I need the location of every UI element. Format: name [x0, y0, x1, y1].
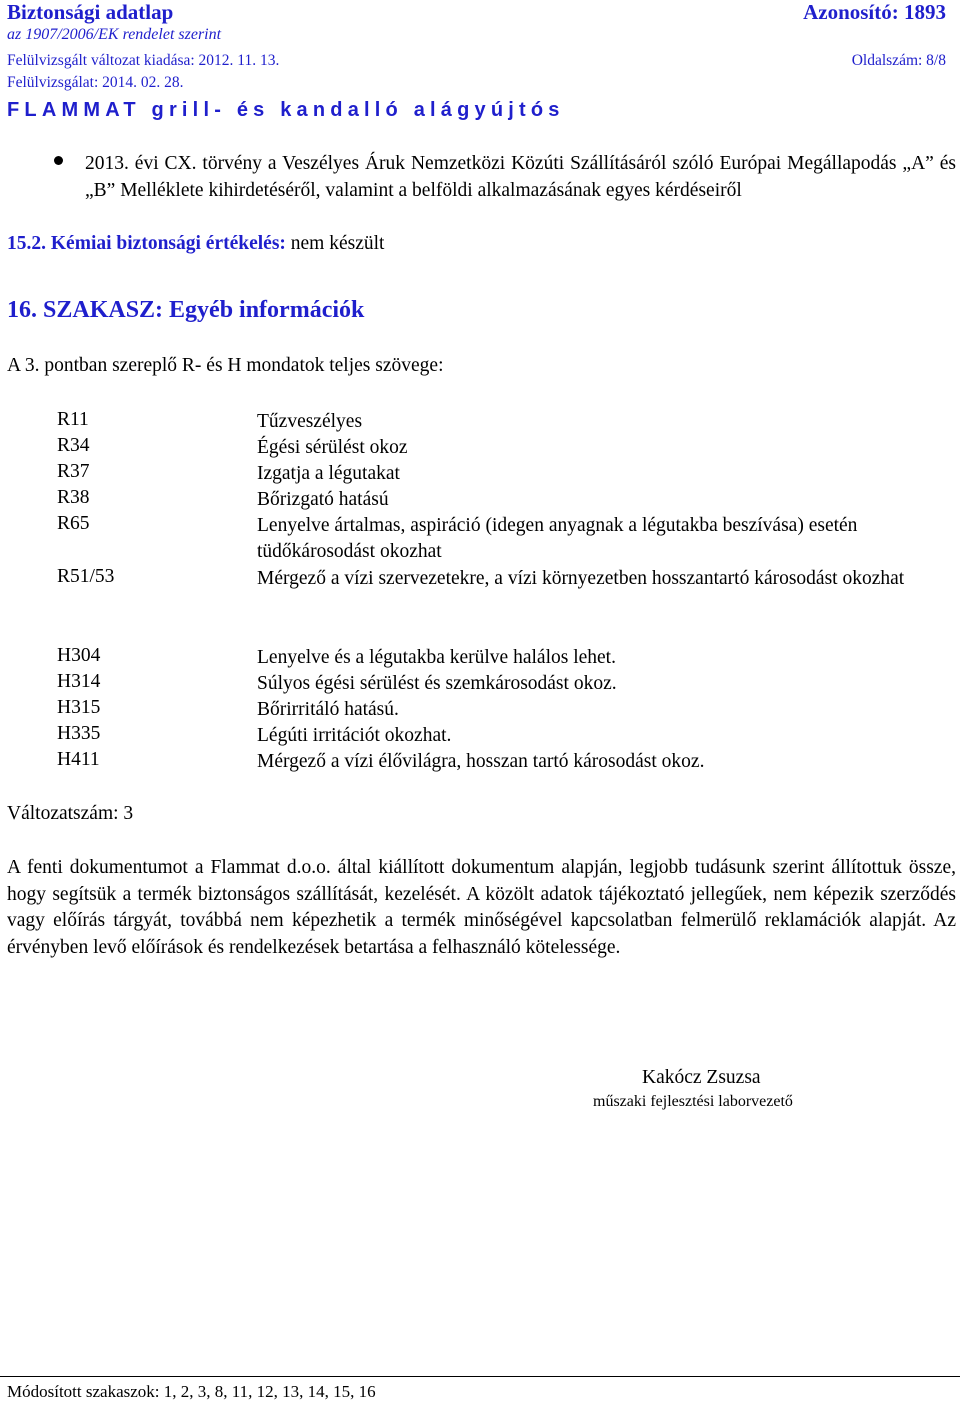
- phrase-code: R38: [57, 487, 90, 508]
- phrase-text: Égési sérülést okoz: [257, 437, 408, 458]
- phrase-code: H314: [57, 671, 101, 692]
- document-title: Biztonsági adatlap: [7, 0, 174, 24]
- phrase-text: Lenyelve ártalmas, aspiráció (idegen anyagnak a légutakba beszívása) esetén tüdőkárosodást okozhat: [257, 515, 858, 562]
- phrase-text: Bőrirritáló hatású.: [257, 699, 399, 720]
- section-15-2-value: nem készült: [285, 233, 385, 254]
- review-date: Felülvizsgálat: 2014. 02. 28.: [7, 74, 184, 91]
- phrase-code: H304: [57, 645, 101, 666]
- version-number: Változatszám: 3: [7, 803, 134, 824]
- bullet-icon: [54, 156, 63, 165]
- modified-sections-note: Módosított szakaszok: 1, 2, 3, 8, 11, 12, 13, 14, 15, 16: [7, 1382, 376, 1401]
- phrase-text: Mérgező a vízi élővilágra, hosszan tartó károsodást okoz.: [257, 751, 705, 772]
- phrase-code: H411: [57, 749, 100, 770]
- phrase-text: Bőrizgató hatású: [257, 489, 389, 510]
- phrase-code: R65: [57, 513, 90, 534]
- phrases-intro: A 3. pontban szereplő R- és H mondatok teljes szövege:: [7, 355, 444, 376]
- phrase-code: R11: [57, 409, 89, 430]
- product-name: FLAMMAT grill- és kandalló alágyújtós: [7, 99, 565, 121]
- revised-issue-date: Felülvizsgált változat kiadása: 2012. 11. 13.: [7, 52, 280, 69]
- disclaimer-paragraph: A fenti dokumentumot a Flammat d.o.o. által kiállított dokumentum alapján, legjobb tudásunk szerint állítottuk össze, hogy segítsük a termék biztonságos szállítását, kezelését. A közölt adatok tájékoztató jellegűek, nem képezik szerződés vagy előírás tárgyát, továbbá nem képezhetik a termék minőségével kapcsolatban felmerülő reklamációk alapját. Az érvényben levő előírások és rendelkezések betartása a felhasználó kötelessége.: [7, 857, 956, 958]
- phrase-text: Tűzveszélyes: [257, 411, 363, 432]
- phrase-text: Mérgező a vízi szervezetekre, a vízi környezetben hosszantartó károsodást okozhat: [257, 568, 905, 589]
- phrase-text: Lenyelve és a légutakba kerülve halálos lehet.: [257, 647, 616, 668]
- page-number: Oldalszám: 8/8: [851, 52, 946, 69]
- phrase-code: R51/53: [57, 566, 115, 587]
- section-16-heading: 16. SZAKASZ: Egyéb információk: [7, 297, 365, 323]
- footer-divider: [0, 1376, 960, 1377]
- signatory-name: Kakócz Zsuzsa: [642, 1067, 761, 1088]
- phrase-text: Izgatja a légutakat: [257, 463, 400, 484]
- document-id: Azonosító: 1893: [803, 0, 946, 24]
- phrase-code: H335: [57, 723, 101, 744]
- phrase-code: R34: [57, 435, 90, 456]
- signatory-role: műszaki fejlesztési laborvezető: [593, 1093, 793, 1110]
- phrase-code: R37: [57, 461, 90, 482]
- phrase-text: Súlyos égési sérülést és szemkárosodást okoz.: [257, 673, 617, 694]
- phrase-code: H315: [57, 697, 101, 718]
- regulation-reference: az 1907/2006/EK rendelet szerint: [7, 26, 222, 43]
- regulation-list-item: 2013. évi CX. törvény a Veszélyes Áruk Nemzetközi Közúti Szállításáról szóló Európai Megállapodás „A” és „B” Melléklete kihirdetéséről, valamint a belföldi alkalmazásának egyes kérdéseiről: [85, 153, 956, 201]
- phrase-text: Légúti irritációt okozhat.: [257, 725, 452, 746]
- section-15-2-label: 15.2. Kémiai biztonsági értékelés:: [7, 233, 286, 254]
- section-15-2: [7, 233, 384, 255]
